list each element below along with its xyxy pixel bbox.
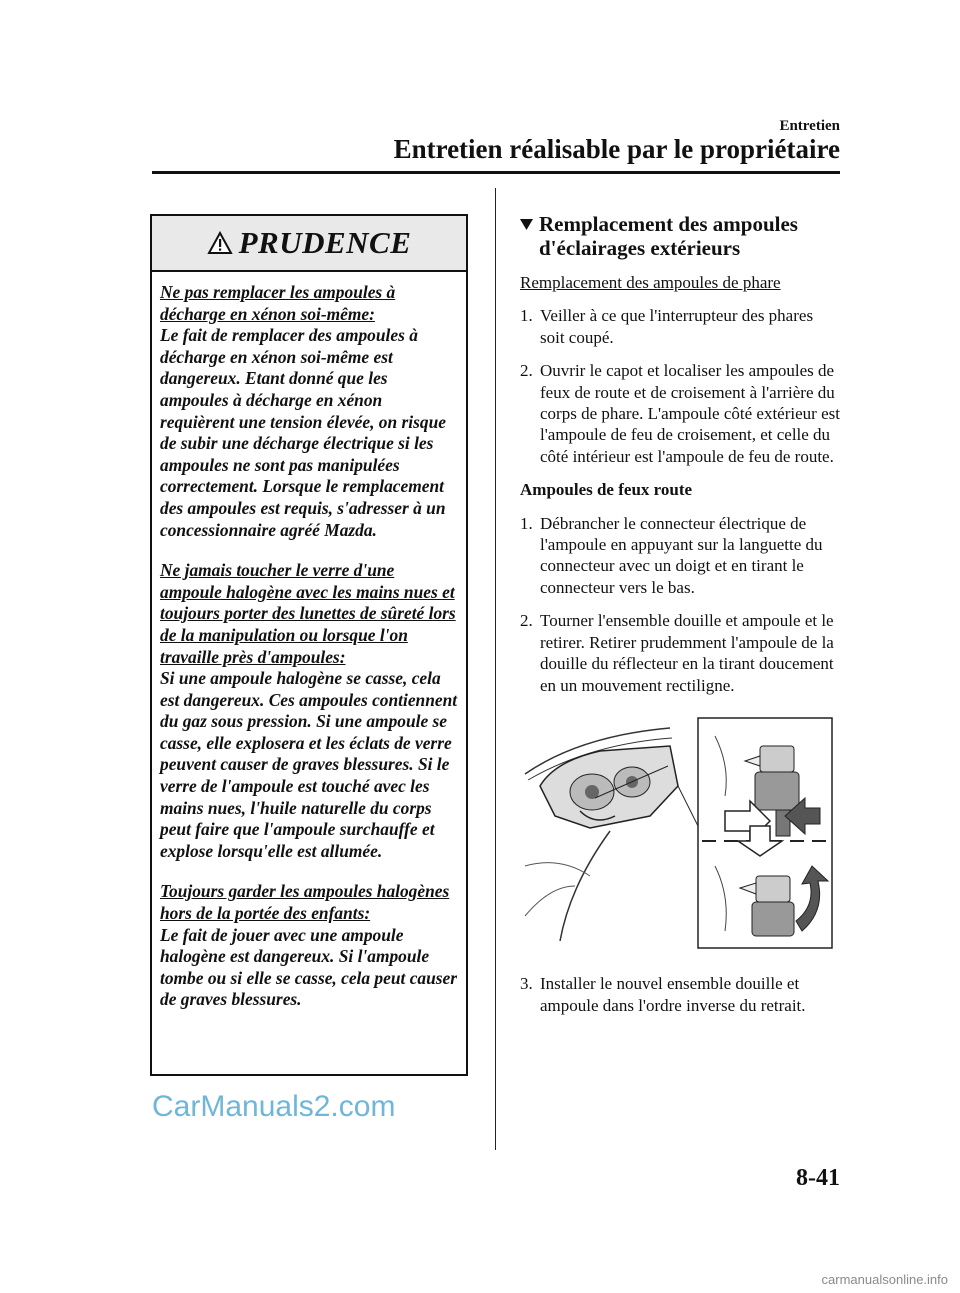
subheading-high-beam: Ampoules de feux route bbox=[520, 480, 693, 500]
list-item bbox=[520, 360, 840, 467]
steps-list-b bbox=[520, 513, 840, 696]
caution-body bbox=[152, 272, 466, 1011]
step-text: Veiller à ce que l'interrupteur des phares soit coupé. bbox=[540, 306, 814, 347]
caution-block-children bbox=[160, 881, 460, 1011]
caution-block-xenon bbox=[160, 282, 460, 541]
down-triangle-icon bbox=[520, 218, 533, 231]
section-label: Entretien bbox=[779, 118, 840, 134]
step-text: Débrancher le connecteur électrique de l'ampoule en appuyant sur la languette du connecteur avec un doigt et en tirant le connecteur vers le bas. bbox=[540, 513, 823, 597]
step-number: 1. bbox=[520, 513, 533, 533]
page-number: 8-41 bbox=[796, 1165, 840, 1191]
headlight-bulb-illustration bbox=[520, 716, 835, 950]
step-number: 2. bbox=[520, 361, 533, 381]
footer-watermark: carmanualsonline.info bbox=[821, 1272, 948, 1287]
header-divider bbox=[152, 171, 840, 174]
step-number: 2. bbox=[520, 611, 533, 631]
caution-text: Si une ampoule halogène se casse, cela est dangereux. Ces ampoules contiennent du gaz sous pression. Si une ampoule se casse, elle explosera et les éclats de verre peuvent causer de graves blessures. Si le verre de l'ampoule est touché avec les mains nues, l'huile naturelle du corps peut faire que l'ampoule surchauffe et explose lorsqu'elle est allumée. bbox=[160, 668, 458, 861]
column-divider bbox=[495, 188, 496, 1150]
section-heading-text: Remplacement des ampoules d'éclairages extérieurs bbox=[539, 212, 798, 260]
step-number: 3. bbox=[520, 974, 533, 994]
caution-heading: Ne jamais toucher le verre d'une ampoule halogène avec les mains nues et toujours porter des lunettes de sûreté lors de la manipulation ou lorsque l'on travaille près d'ampoules: bbox=[160, 560, 456, 667]
caution-text: Le fait de remplacer des ampoules à décharge en xénon soi-même est dangereux. Etant donné que les ampoules à décharge en xénon requièrent une tension élevée, on risque de subir une décharge électrique si les ampoules ne sont pas manipulées correctement. Lorsque le remplacement des ampoules est requis, s'adresser à un concessionnaire agréé Mazda. bbox=[160, 325, 446, 540]
list-item bbox=[520, 610, 840, 696]
caution-box bbox=[150, 214, 468, 1076]
step-text: Installer le nouvel ensemble douille et ampoule dans l'ordre inverse du retrait. bbox=[540, 974, 806, 1015]
steps-list-a bbox=[520, 305, 840, 467]
caution-heading: Ne pas remplacer les ampoules à décharge en xénon soi-même: bbox=[160, 282, 396, 324]
watermark-logo: CarManuals2.com bbox=[152, 1090, 396, 1123]
warning-triangle-icon bbox=[207, 231, 233, 255]
page-title: Entretien réalisable par le propriétaire bbox=[393, 134, 840, 164]
instructions-column bbox=[520, 212, 840, 1028]
list-item bbox=[520, 973, 840, 1016]
section-heading bbox=[520, 212, 840, 260]
steps-list-c bbox=[520, 973, 840, 1016]
subheading-headlight: Remplacement des ampoules de phare bbox=[520, 273, 781, 292]
step-text: Ouvrir le capot et localiser les ampoules de feux de route et de croisement à l'arrière du corps de phare. L'ampoule côté extérieur est l'ampoule de feu de croisement, et celle du côté intérieur est l'ampoule de feu de route. bbox=[540, 361, 840, 466]
step-text: Tourner l'ensemble douille et ampoule et le retirer. Retirer prudemment l'ampoule de la douille du réflecteur en la tirant doucement en un mouvement rectiligne. bbox=[540, 611, 834, 695]
caution-text: Le fait de jouer avec une ampoule halogène est dangereux. Si l'ampoule tombe ou si elle se casse, cela peut causer de graves blessures. bbox=[160, 924, 458, 1010]
step-number: 1. bbox=[520, 306, 533, 326]
caution-header bbox=[152, 216, 466, 272]
list-item bbox=[520, 305, 840, 348]
list-item bbox=[520, 513, 840, 599]
caution-block-halogen-glass bbox=[160, 560, 460, 862]
caution-title: PRUDENCE bbox=[238, 225, 412, 260]
caution-heading: Toujours garder les ampoules halogènes hors de la portée des enfants: bbox=[160, 881, 450, 924]
